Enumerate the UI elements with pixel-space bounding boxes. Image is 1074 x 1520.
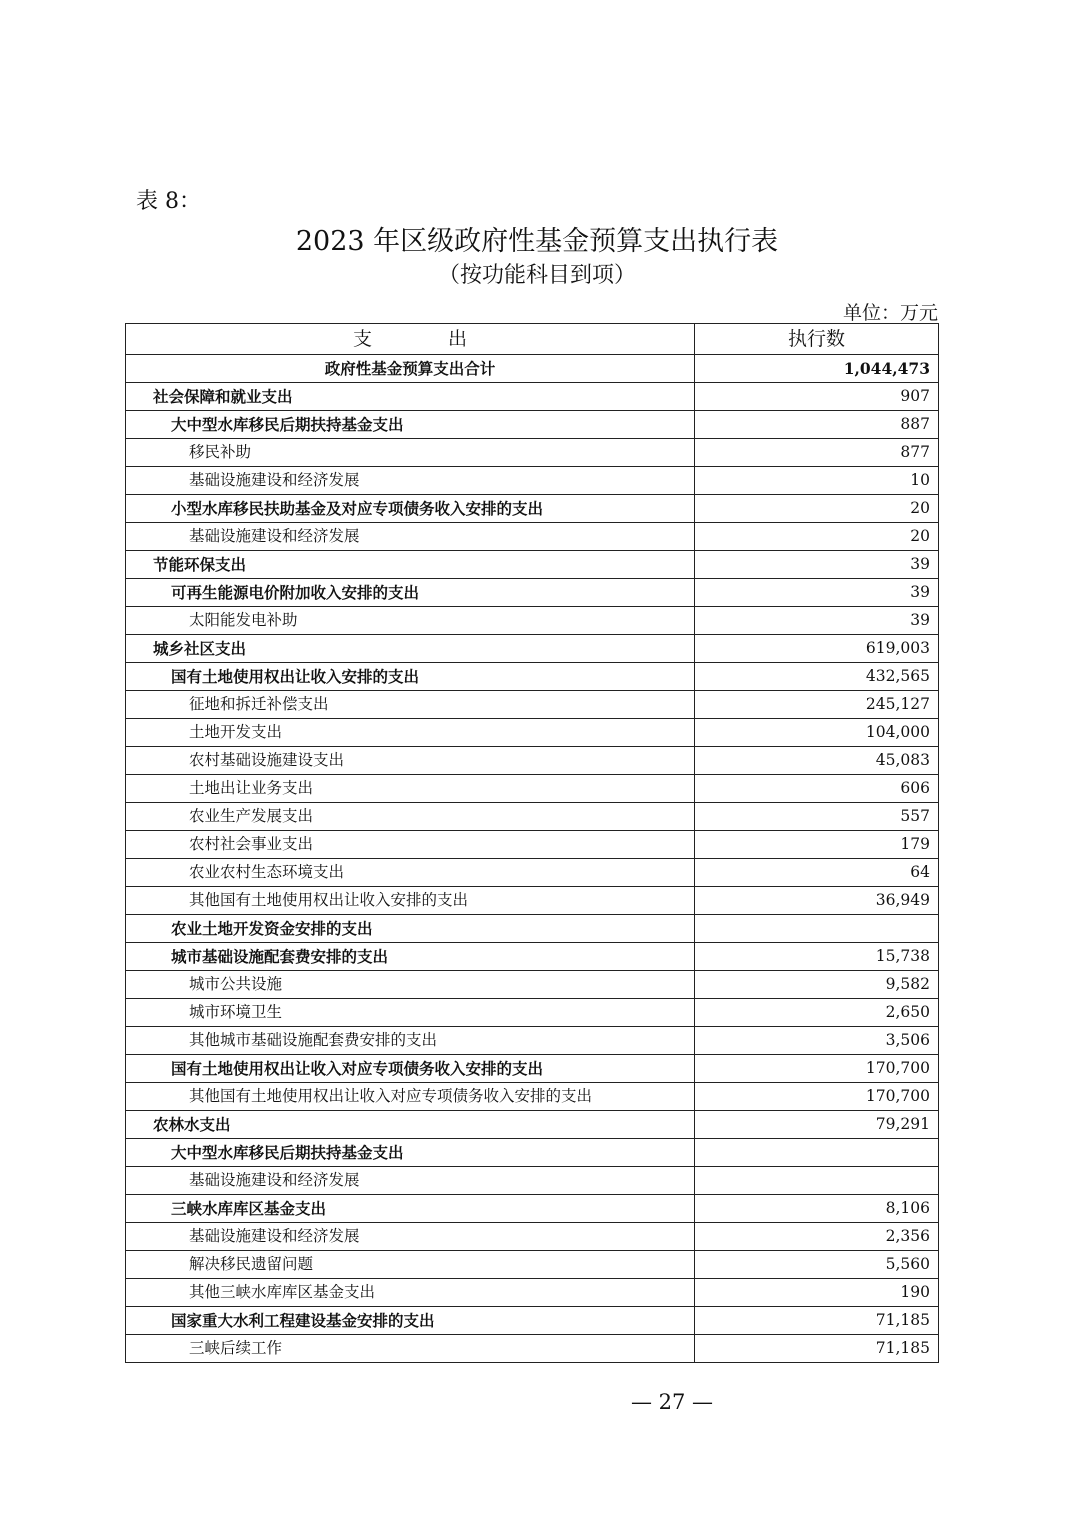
row-item-value [695,915,939,943]
table-label: 表 8： [136,189,201,214]
header-executed-amount: 执行数 [695,324,939,355]
table-row [126,1307,939,1335]
row-item-value: 71,185 [695,1335,939,1363]
row-item-name: 国有土地使用权出让收入安排的支出 [126,663,695,691]
row-item-value: 1,044,473 [695,355,939,383]
row-item-name: 国家重大水利工程建设基金安排的支出 [126,1307,695,1335]
table-row [126,803,939,831]
row-item-value: 2,650 [695,999,939,1027]
row-item-value: 79,291 [695,1111,939,1139]
row-item-name: 基础设施建设和经济发展 [126,467,695,495]
row-item-name: 城乡社区支出 [126,635,695,663]
row-item-value: 9,582 [695,971,939,999]
row-item-name: 农业生产发展支出 [126,803,695,831]
table-row [126,831,939,859]
table-row [126,971,939,999]
table-row [126,1139,939,1167]
row-item-name: 城市公共设施 [126,971,695,999]
table-row [126,915,939,943]
row-item-name: 农业农村生态环境支出 [126,859,695,887]
table-row [126,719,939,747]
row-item-name: 农村社会事业支出 [126,831,695,859]
table-row [126,943,939,971]
table-row [126,467,939,495]
row-item-name: 太阳能发电补助 [126,607,695,635]
table-row [126,495,939,523]
row-item-name: 基础设施建设和经济发展 [126,1167,695,1195]
row-item-value: 606 [695,775,939,803]
row-item-value: 245,127 [695,691,939,719]
row-item-name: 土地出让业务支出 [126,775,695,803]
header-expenditure: 支 出 [126,324,695,355]
row-item-name: 城市基础设施配套费安排的支出 [126,943,695,971]
table-body [126,355,939,1363]
row-item-value: 619,003 [695,635,939,663]
table-row [126,1223,939,1251]
table-row [126,1083,939,1111]
budget-table [125,323,939,1363]
row-item-value: 20 [695,495,939,523]
row-item-value: 170,700 [695,1083,939,1111]
row-item-name: 农林水支出 [126,1111,695,1139]
row-item-name: 其他国有土地使用权出让收入安排的支出 [126,887,695,915]
row-item-name: 其他城市基础设施配套费安排的支出 [126,1027,695,1055]
table-row [126,691,939,719]
table-row [126,551,939,579]
unit-label: 单位：万元 [842,302,938,324]
table-row [126,383,939,411]
table-row [126,579,939,607]
table-row [126,439,939,467]
table-row [126,1335,939,1363]
row-item-value: 432,565 [695,663,939,691]
row-item-name: 移民补助 [126,439,695,467]
row-item-value: 15,738 [695,943,939,971]
row-item-name: 土地开发支出 [126,719,695,747]
row-item-name: 政府性基金预算支出合计 [126,355,695,383]
row-item-value: 10 [695,467,939,495]
row-item-value: 190 [695,1279,939,1307]
table-row [126,523,939,551]
row-item-value: 887 [695,411,939,439]
table-row [126,1195,939,1223]
row-item-name: 农业土地开发资金安排的支出 [126,915,695,943]
row-item-value: 39 [695,551,939,579]
page-title: 2023 年区级政府性基金预算支出执行表 [295,226,779,257]
table-row [126,747,939,775]
table-row [126,1111,939,1139]
row-item-name: 城市环境卫生 [126,999,695,1027]
row-item-name: 其他三峡水库库区基金支出 [126,1279,695,1307]
table-row [126,775,939,803]
row-item-value: 8,106 [695,1195,939,1223]
row-item-name: 三峡水库库区基金支出 [126,1195,695,1223]
table-row [126,1027,939,1055]
table-row [126,887,939,915]
row-item-value: 5,560 [695,1251,939,1279]
row-item-value: 39 [695,579,939,607]
row-item-name: 小型水库移民扶助基金及对应专项债务收入安排的支出 [126,495,695,523]
row-item-value: 2,356 [695,1223,939,1251]
row-item-value: 3,506 [695,1027,939,1055]
row-item-name: 农村基础设施建设支出 [126,747,695,775]
row-item-value: 71,185 [695,1307,939,1335]
row-item-name: 征地和拆迁补偿支出 [126,691,695,719]
row-item-name: 节能环保支出 [126,551,695,579]
row-item-value: 557 [695,803,939,831]
table-row [126,355,939,383]
page-subtitle: （按功能科目到项） [437,263,636,288]
row-item-value: 20 [695,523,939,551]
row-item-value [695,1139,939,1167]
row-item-value [695,1167,939,1195]
table-row [126,663,939,691]
row-item-value: 45,083 [695,747,939,775]
row-item-name: 大中型水库移民后期扶持基金支出 [126,1139,695,1167]
table-row [126,635,939,663]
row-item-name: 解决移民遗留问题 [126,1251,695,1279]
table-row [126,1055,939,1083]
row-item-value: 39 [695,607,939,635]
table-row [126,1167,939,1195]
row-item-value: 36,949 [695,887,939,915]
row-item-value: 179 [695,831,939,859]
row-item-name: 大中型水库移民后期扶持基金支出 [126,411,695,439]
row-item-value: 877 [695,439,939,467]
table-row [126,411,939,439]
row-item-value: 170,700 [695,1055,939,1083]
table-row [126,859,939,887]
row-item-value: 104,000 [695,719,939,747]
row-item-name: 可再生能源电价附加收入安排的支出 [126,579,695,607]
row-item-name: 国有土地使用权出让收入对应专项债务收入安排的支出 [126,1055,695,1083]
row-item-value: 64 [695,859,939,887]
page-number: — 27 — [630,1390,714,1414]
row-item-name: 基础设施建设和经济发展 [126,523,695,551]
row-item-name: 社会保障和就业支出 [126,383,695,411]
row-item-value: 907 [695,383,939,411]
table-row [126,1279,939,1307]
row-item-name: 基础设施建设和经济发展 [126,1223,695,1251]
table-row [126,999,939,1027]
table-header-row [126,324,939,355]
row-item-name: 其他国有土地使用权出让收入对应专项债务收入安排的支出 [126,1083,695,1111]
row-item-name: 三峡后续工作 [126,1335,695,1363]
table-row [126,607,939,635]
table-row [126,1251,939,1279]
